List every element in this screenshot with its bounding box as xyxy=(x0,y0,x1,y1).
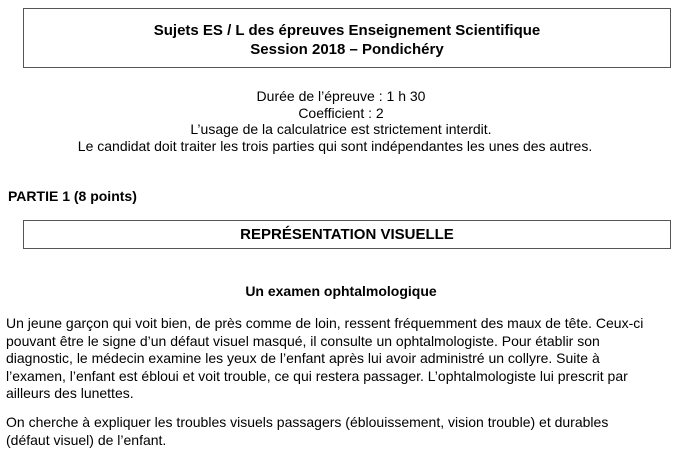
part-heading: PARTIE 1 (8 points) xyxy=(8,188,137,204)
exam-instructions: Le candidat doit traiter les trois parties qui sont indépendantes les unes des autres. xyxy=(77,137,593,154)
session-title: Session 2018 – Pondichéry xyxy=(250,41,444,58)
paragraph-line: pouvant être le signe d’un défaut visuel masqué, il consulte un ophtalmologiste. Pour établir son xyxy=(6,332,600,349)
paragraph-objective xyxy=(6,414,674,449)
paragraph-context xyxy=(6,315,674,403)
paragraph-line: l’examen, l’enfant est ébloui et voit trouble, ce qui restera passager. L’ophtalmologiste lui prescrit par xyxy=(6,367,628,384)
calculator-rule: L’usage de la calculatrice est strictement interdit. xyxy=(190,121,492,137)
paragraph-line: On cherche à expliquer les troubles visuels passagers (éblouissement, vision trouble) et durables xyxy=(6,414,609,430)
exam-duration: Durée de l’épreuve : 1 h 30 xyxy=(256,88,426,104)
section-title-box xyxy=(23,220,671,249)
paragraph-line: diagnostic, le médecin examine les yeux de l’enfant après lui avoir administré un collyre. Suite à xyxy=(6,350,600,366)
paragraph-line: ailleurs des lunettes. xyxy=(6,385,134,401)
section-title: REPRÉSENTATION VISUELLE xyxy=(240,226,454,243)
section-subtitle: Un examen ophtalmologique xyxy=(245,283,437,299)
document-title: Sujets ES / L des épreuves Enseignement Scientifique xyxy=(153,22,541,39)
document-header-box xyxy=(23,8,671,68)
exam-coefficient: Coefficient : 2 xyxy=(298,104,384,121)
paragraph-line: Un jeune garçon qui voit bien, de près comme de loin, ressent fréquemment des maux de tête. Ceux-ci xyxy=(6,315,644,331)
exam-info xyxy=(0,88,682,154)
paragraph-line: (défaut visuel) de l’enfant. xyxy=(6,431,167,448)
